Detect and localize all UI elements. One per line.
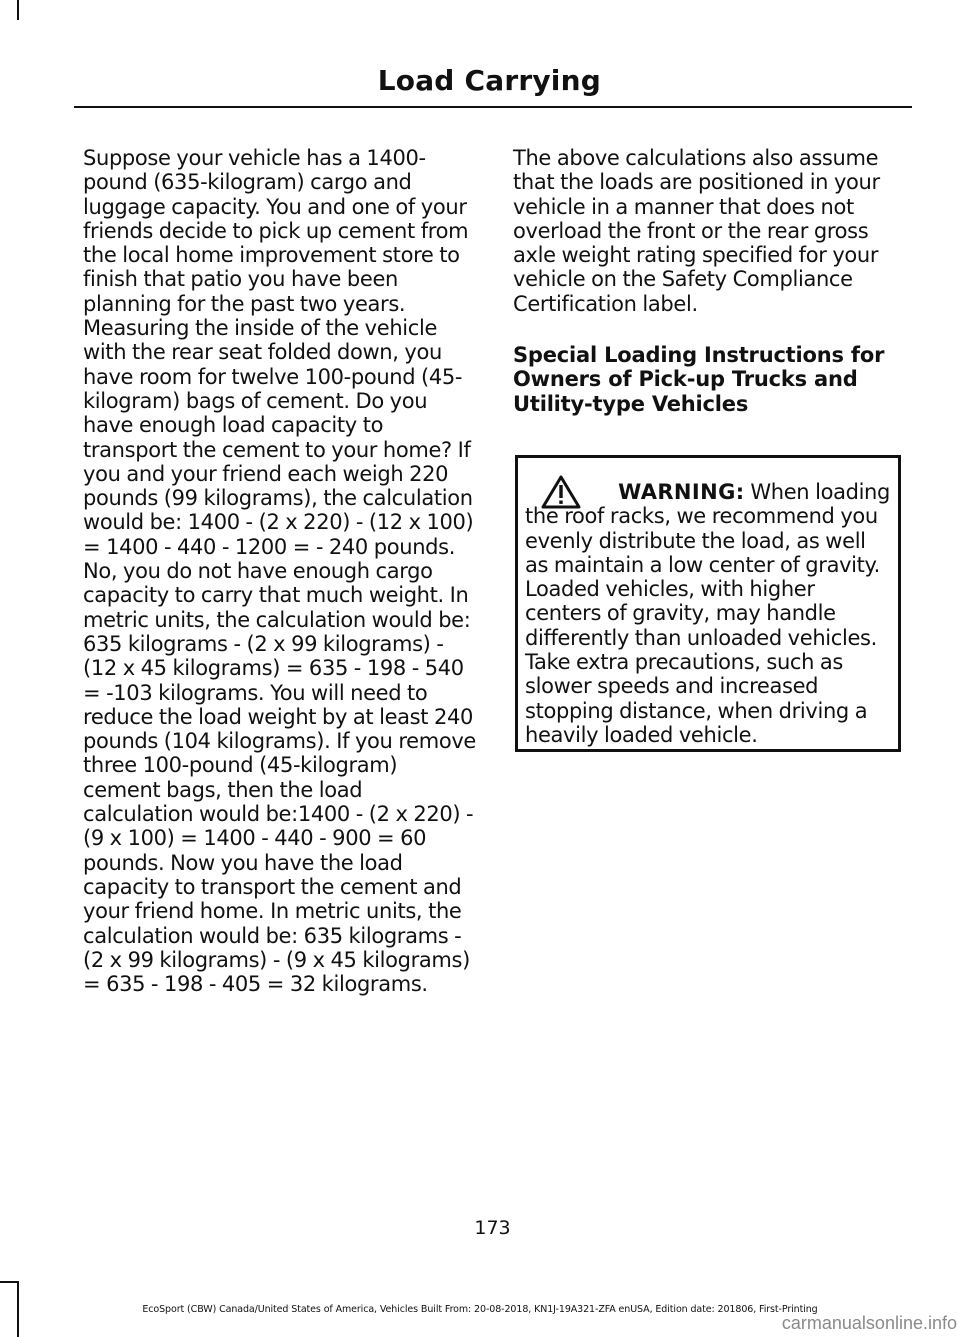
- left-column: [83, 146, 477, 996]
- watermark: carmanualsonline.info: [781, 1313, 957, 1333]
- page-title: Load Carrying: [377, 64, 601, 97]
- calculation-example-paragraph: Suppose your vehicle has a 1400-pound (635-kilogram) cargo and luggage capacity. You and one of your friends decide to pick up cement from the local home improvement store to finish that patio you have been planning for the past two years. Measuring the inside of the vehicle with the rear seat folded down, you have room for twelve 100-pound (45-kilogram) bags of cement. Do you have enough load capacity to transport the cement to your home? If you and your friend each weigh 220 pounds (99 kilograms), the calculation would be: 1400 - (2 x 220) - (12 x 100) = 1400 - 440 - 1200 = - 240 pounds. No, you do not have enough cargo capacity to carry that much weight. In metric units, the calculation would be: 635 kilograms - (2 x 99 kilograms) - (12 x 45 kilograms) = 635 - 198 - 540 = -103 kilograms. You will need to reduce the load weight by at least 240 pounds (104 kilograms). If you remove three 100-pound (45-kilogram) cement bags, then the load calculation would be:1400 - (2 x 220) - (9 x 100) = 1400 - 440 - 900 = 60 pounds. Now you have the load capacity to transport the cement and your friend home. In metric units, the calculation would be: 635 kilograms - (2 x 99 kilograms) - (9 x 45 kilograms) = 635 - 198 - 405 = 32 kilograms.: [83, 146, 476, 997]
- crop-mark-top-left: [17, 0, 19, 20]
- warning-triangle-icon: [540, 474, 582, 510]
- title-divider: [74, 106, 912, 108]
- warning-first-line-text: When loading: [750, 480, 890, 504]
- warning-text: the roof racks, we recommend you evenly distribute the load, as well as maintain a low center of gravity. Loaded vehicles, with higher centers of gravity, may handle differently than unloaded vehicles. Take extra precautions, such as slower speeds and increased stopping distance, when driving a heavily loaded vehicle.: [525, 504, 880, 747]
- section-heading: Special Loading Instructions for Owners of Pick-up Trucks and Utility-type Vehicles: [513, 343, 885, 416]
- footer-text: EcoSport (CBW) Canada/United States of America, Vehicles Built From: 20-08-2018, KN1J-19A321-ZFA enUSA, Edition date: 201806, First-Printing: [142, 1304, 818, 1315]
- page-number: 173: [474, 1217, 511, 1239]
- crop-mark-bottom-left-horizontal: [0, 1281, 17, 1283]
- calculations-note-paragraph: The above calculations also assume that the loads are positioned in your vehicle in a manner that does not overload the front or the rear gross axle weight rating specified for your vehicle on the Safety Compliance Certification label.: [513, 146, 880, 316]
- warning-label: WARNING:: [618, 480, 745, 504]
- right-column: [513, 146, 907, 416]
- warning-box: [515, 455, 901, 752]
